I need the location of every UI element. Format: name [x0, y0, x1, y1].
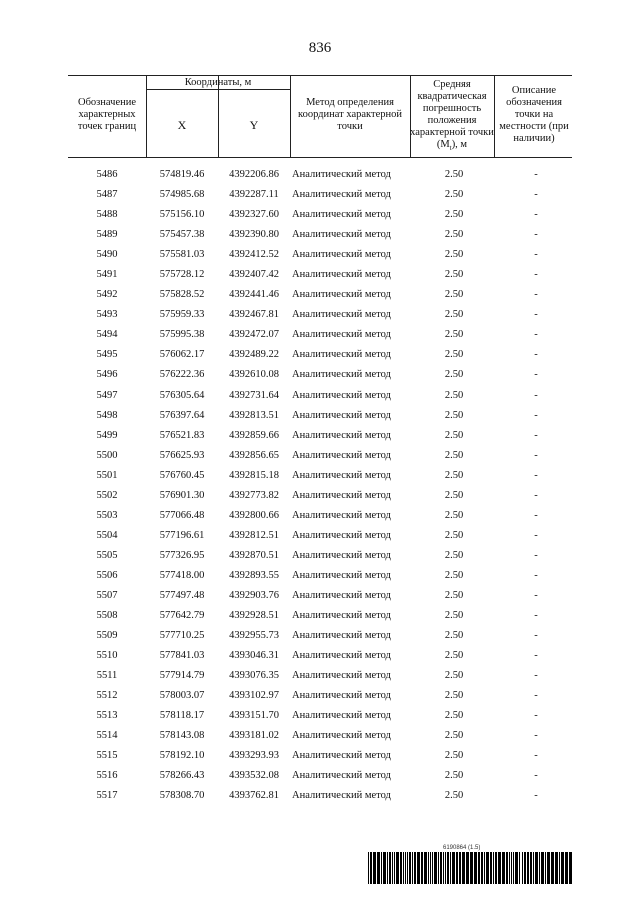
- coord-x: 574985.68: [159, 189, 205, 201]
- description-cell: -: [534, 650, 538, 662]
- coord-x: 576222.36: [159, 369, 205, 381]
- table-row: [68, 286, 572, 306]
- error-cell: 2.50: [444, 730, 464, 742]
- method-cell: Аналитический метод: [292, 389, 391, 401]
- description-cell: -: [534, 630, 538, 642]
- barcode-label: 6190864 (1.5): [443, 845, 481, 851]
- description-cell: -: [534, 429, 538, 441]
- error-cell: 2.50: [444, 369, 464, 381]
- error-cell: 2.50: [444, 349, 464, 361]
- point-number: 5516: [96, 770, 118, 782]
- error-cell: 2.50: [444, 610, 464, 622]
- description-cell: -: [534, 790, 538, 802]
- column-divider: [494, 75, 495, 157]
- error-cell: 2.50: [444, 529, 464, 541]
- error-cell: 2.50: [444, 269, 464, 281]
- point-number: 5514: [96, 730, 118, 742]
- coord-x: 576397.64: [159, 409, 205, 421]
- error-cell: 2.50: [444, 329, 464, 341]
- coord-x: 577914.79: [159, 670, 205, 682]
- error-cell: 2.50: [444, 710, 464, 722]
- description-cell: -: [534, 750, 538, 762]
- method-cell: Аналитический метод: [292, 169, 391, 180]
- coord-y: 4392813.51: [229, 409, 279, 421]
- table-body: [68, 166, 572, 808]
- header-error: Средняя квадратическая погрешность положения характерной точки $(M_t)$, м: [410, 79, 494, 153]
- coord-y: 4393762.81: [229, 790, 279, 802]
- point-number: 5488: [96, 209, 118, 221]
- method-cell: Аналитический метод: [292, 569, 391, 581]
- description-cell: -: [534, 209, 538, 221]
- coord-x: 576625.93: [159, 449, 205, 461]
- table-row: [68, 366, 572, 386]
- coord-x: 575728.12: [159, 269, 205, 281]
- coord-x: 578143.08: [159, 730, 205, 742]
- point-number: 5506: [96, 569, 118, 581]
- coord-x: 576901.30: [159, 489, 205, 501]
- error-cell: 2.50: [444, 409, 464, 421]
- coord-x: 577418.00: [159, 569, 205, 581]
- error-cell: 2.50: [444, 670, 464, 682]
- description-cell: -: [534, 489, 538, 501]
- table-row: [68, 587, 572, 607]
- coord-y: 4392441.46: [229, 289, 279, 301]
- coord-x: 575959.33: [159, 309, 205, 321]
- coord-x: 578192.10: [159, 750, 205, 762]
- coord-x: 577710.25: [159, 630, 205, 642]
- error-cell: 2.50: [444, 309, 464, 321]
- point-number: 5505: [96, 549, 118, 561]
- table-row: [68, 206, 572, 226]
- error-cell: 2.50: [444, 549, 464, 561]
- method-cell: Аналитический метод: [292, 509, 391, 521]
- table-row: [68, 767, 572, 787]
- table-row: [68, 467, 572, 487]
- coord-y: 4392870.51: [229, 549, 279, 561]
- method-cell: Аналитический метод: [292, 630, 391, 642]
- point-number: 5487: [96, 189, 118, 201]
- error-cell: 2.50: [444, 489, 464, 501]
- table-row: [68, 647, 572, 667]
- coord-x: 576062.17: [159, 349, 205, 361]
- method-cell: Аналитический метод: [292, 209, 391, 221]
- description-cell: -: [534, 409, 538, 421]
- coord-x: 575457.38: [159, 229, 205, 241]
- error-cell: 2.50: [444, 650, 464, 662]
- point-number: 5490: [96, 249, 118, 261]
- table-row: [68, 306, 572, 326]
- description-cell: -: [534, 589, 538, 601]
- coord-x: 577642.79: [159, 610, 205, 622]
- coord-y: 4393076.35: [229, 670, 279, 682]
- point-number: 5502: [96, 489, 118, 501]
- coord-y: 4392489.22: [229, 349, 279, 361]
- error-cell: 2.50: [444, 229, 464, 241]
- coord-x: 577196.61: [159, 529, 205, 541]
- description-cell: -: [534, 169, 538, 180]
- coord-x: 577841.03: [159, 650, 205, 662]
- point-number: 5499: [96, 429, 118, 441]
- point-number: 5510: [96, 650, 118, 662]
- description-cell: -: [534, 189, 538, 201]
- coord-y: 4392856.65: [229, 449, 279, 461]
- table-row: [68, 427, 572, 447]
- point-number: 5489: [96, 229, 118, 241]
- coord-y: 4392859.66: [229, 429, 279, 441]
- table-row: [68, 507, 572, 527]
- method-cell: Аналитический метод: [292, 329, 391, 341]
- method-cell: Аналитический метод: [292, 730, 391, 742]
- coord-y: 4393046.31: [229, 650, 279, 662]
- table-row: [68, 527, 572, 547]
- method-cell: Аналитический метод: [292, 189, 391, 201]
- method-cell: Аналитический метод: [292, 790, 391, 802]
- point-number: 5504: [96, 529, 118, 541]
- method-cell: Аналитический метод: [292, 589, 391, 601]
- point-number: 5493: [96, 309, 118, 321]
- description-cell: -: [534, 469, 538, 481]
- method-cell: Аналитический метод: [292, 610, 391, 622]
- description-cell: -: [534, 509, 538, 521]
- description-cell: -: [534, 710, 538, 722]
- error-cell: 2.50: [444, 389, 464, 401]
- description-cell: -: [534, 529, 538, 541]
- coord-y: 4392812.51: [229, 529, 279, 541]
- coord-y: 4392928.51: [229, 610, 279, 622]
- table-row: [68, 547, 572, 567]
- error-cell: 2.50: [444, 690, 464, 702]
- column-divider: [290, 75, 291, 157]
- table-row: [68, 627, 572, 647]
- description-cell: -: [534, 610, 538, 622]
- error-cell: 2.50: [444, 589, 464, 601]
- method-cell: Аналитический метод: [292, 349, 391, 361]
- coord-x: 577497.48: [159, 589, 205, 601]
- table-row: [68, 186, 572, 206]
- method-cell: Аналитический метод: [292, 750, 391, 762]
- method-cell: Аналитический метод: [292, 469, 391, 481]
- table-row: [68, 567, 572, 587]
- method-cell: Аналитический метод: [292, 529, 391, 541]
- table-top-rule: [68, 75, 572, 76]
- coord-x: 577066.48: [159, 509, 205, 521]
- description-cell: -: [534, 770, 538, 782]
- coord-y: 4393293.93: [229, 750, 279, 762]
- coord-y: 4393151.70: [229, 710, 279, 722]
- point-number: 5513: [96, 710, 118, 722]
- table-row: [68, 166, 572, 186]
- error-cell: 2.50: [444, 429, 464, 441]
- coord-y: 4392467.81: [229, 309, 279, 321]
- table-header-bottom-rule: [68, 157, 572, 158]
- error-cell: 2.50: [444, 249, 464, 261]
- header-method: Метод определения координат характерной точки: [298, 97, 402, 132]
- coord-y: 4392407.42: [229, 269, 279, 281]
- method-cell: Аналитический метод: [292, 409, 391, 421]
- error-cell: 2.50: [444, 790, 464, 802]
- table-row: [68, 487, 572, 507]
- description-cell: -: [534, 329, 538, 341]
- coord-x: 576305.64: [159, 389, 205, 401]
- method-cell: Аналитический метод: [292, 650, 391, 662]
- point-number: 5509: [96, 630, 118, 642]
- coords-group-rule: [146, 89, 290, 90]
- error-cell: 2.50: [444, 509, 464, 521]
- method-cell: Аналитический метод: [292, 269, 391, 281]
- table-row: [68, 346, 572, 366]
- description-cell: -: [534, 389, 538, 401]
- header-description: Описание обозначения точки на местности (при наличии): [499, 85, 569, 144]
- description-cell: -: [534, 309, 538, 321]
- coord-y: 4392412.52: [229, 249, 279, 261]
- coord-y: 4392390.80: [229, 229, 279, 241]
- table-row: [68, 246, 572, 266]
- point-number: 5500: [96, 449, 118, 461]
- coord-x: 575995.38: [159, 329, 205, 341]
- point-number: 5501: [96, 469, 118, 481]
- error-cell: 2.50: [444, 189, 464, 201]
- point-number: 5492: [96, 289, 118, 301]
- table-row: [68, 387, 572, 407]
- coord-x: 576760.45: [159, 469, 205, 481]
- description-cell: -: [534, 549, 538, 561]
- table-row: [68, 747, 572, 767]
- coord-x: 578003.07: [159, 690, 205, 702]
- table-row: [68, 607, 572, 627]
- point-number: 5508: [96, 610, 118, 622]
- point-number: 5496: [96, 369, 118, 381]
- coord-x: 576521.83: [159, 429, 205, 441]
- error-cell: 2.50: [444, 449, 464, 461]
- description-cell: -: [534, 349, 538, 361]
- method-cell: Аналитический метод: [292, 449, 391, 461]
- coord-x: 578266.43: [159, 770, 205, 782]
- description-cell: -: [534, 690, 538, 702]
- description-cell: -: [534, 369, 538, 381]
- coord-y: 4392731.64: [229, 389, 279, 401]
- method-cell: Аналитический метод: [292, 770, 391, 782]
- point-number: 5497: [96, 389, 118, 401]
- method-cell: Аналитический метод: [292, 690, 391, 702]
- point-number: 5517: [96, 790, 118, 802]
- table-row: [68, 787, 572, 807]
- point-number: 5498: [96, 409, 118, 421]
- description-cell: -: [534, 269, 538, 281]
- page-number: 836: [308, 40, 332, 56]
- header-coordinates-group: Координаты, м: [184, 77, 252, 88]
- table-row: [68, 447, 572, 467]
- table-row: [68, 667, 572, 687]
- point-number: 5512: [96, 690, 118, 702]
- description-cell: -: [534, 449, 538, 461]
- description-cell: -: [534, 569, 538, 581]
- point-number: 5515: [96, 750, 118, 762]
- coord-y: 4392893.55: [229, 569, 279, 581]
- error-cell: 2.50: [444, 289, 464, 301]
- coord-x: 578308.70: [159, 790, 205, 802]
- coord-x: 575156.10: [159, 209, 205, 221]
- coord-y: 4393532.08: [229, 770, 279, 782]
- point-number: 5491: [96, 269, 118, 281]
- coord-y: 4392815.18: [229, 469, 279, 481]
- coord-x: 577326.95: [159, 549, 205, 561]
- table-row: [68, 326, 572, 346]
- error-cell: 2.50: [444, 630, 464, 642]
- description-cell: -: [534, 730, 538, 742]
- method-cell: Аналитический метод: [292, 710, 391, 722]
- description-cell: -: [534, 229, 538, 241]
- table-row: [68, 266, 572, 286]
- coord-y: 4393181.02: [229, 730, 279, 742]
- point-number: 5507: [96, 589, 118, 601]
- point-number: 5503: [96, 509, 118, 521]
- error-cell: 2.50: [444, 469, 464, 481]
- table-row: [68, 226, 572, 246]
- table-row: [68, 687, 572, 707]
- error-cell: 2.50: [444, 770, 464, 782]
- table-row: [68, 707, 572, 727]
- description-cell: -: [534, 289, 538, 301]
- coord-y: 4392800.66: [229, 509, 279, 521]
- error-cell: 2.50: [444, 569, 464, 581]
- coord-y: 4392610.08: [229, 369, 279, 381]
- point-number: 5486: [96, 169, 118, 180]
- header-x: X: [177, 118, 187, 132]
- coord-y: 4393102.97: [229, 690, 279, 702]
- point-number: 5511: [96, 670, 118, 682]
- coord-y: 4392903.76: [229, 589, 279, 601]
- coord-x: 578118.17: [159, 710, 205, 722]
- coord-x: 574819.46: [159, 169, 205, 180]
- header-y: Y: [249, 118, 259, 132]
- coord-y: 4392287.11: [229, 189, 279, 201]
- method-cell: Аналитический метод: [292, 229, 391, 241]
- point-number: 5494: [96, 329, 118, 341]
- barcode-image: [368, 852, 572, 884]
- coord-y: 4392773.82: [229, 489, 279, 501]
- coord-y: 4392206.86: [229, 169, 279, 180]
- coord-y: 4392327.60: [229, 209, 279, 221]
- point-number: 5495: [96, 349, 118, 361]
- header-point-designation: Обозначение характерных точек границ: [77, 97, 137, 132]
- description-cell: -: [534, 249, 538, 261]
- error-cell: 2.50: [444, 750, 464, 762]
- coord-y: 4392472.07: [229, 329, 279, 341]
- error-cell: 2.50: [444, 209, 464, 221]
- description-cell: -: [534, 670, 538, 682]
- method-cell: Аналитический метод: [292, 249, 391, 261]
- table-row: [68, 727, 572, 747]
- method-cell: Аналитический метод: [292, 289, 391, 301]
- coord-x: 575581.03: [159, 249, 205, 261]
- method-cell: Аналитический метод: [292, 670, 391, 682]
- coord-y: 4392955.73: [229, 630, 279, 642]
- method-cell: Аналитический метод: [292, 489, 391, 501]
- table-row: [68, 407, 572, 427]
- method-cell: Аналитический метод: [292, 429, 391, 441]
- method-cell: Аналитический метод: [292, 369, 391, 381]
- coord-x: 575828.52: [159, 289, 205, 301]
- method-cell: Аналитический метод: [292, 309, 391, 321]
- method-cell: Аналитический метод: [292, 549, 391, 561]
- error-cell: 2.50: [444, 169, 464, 180]
